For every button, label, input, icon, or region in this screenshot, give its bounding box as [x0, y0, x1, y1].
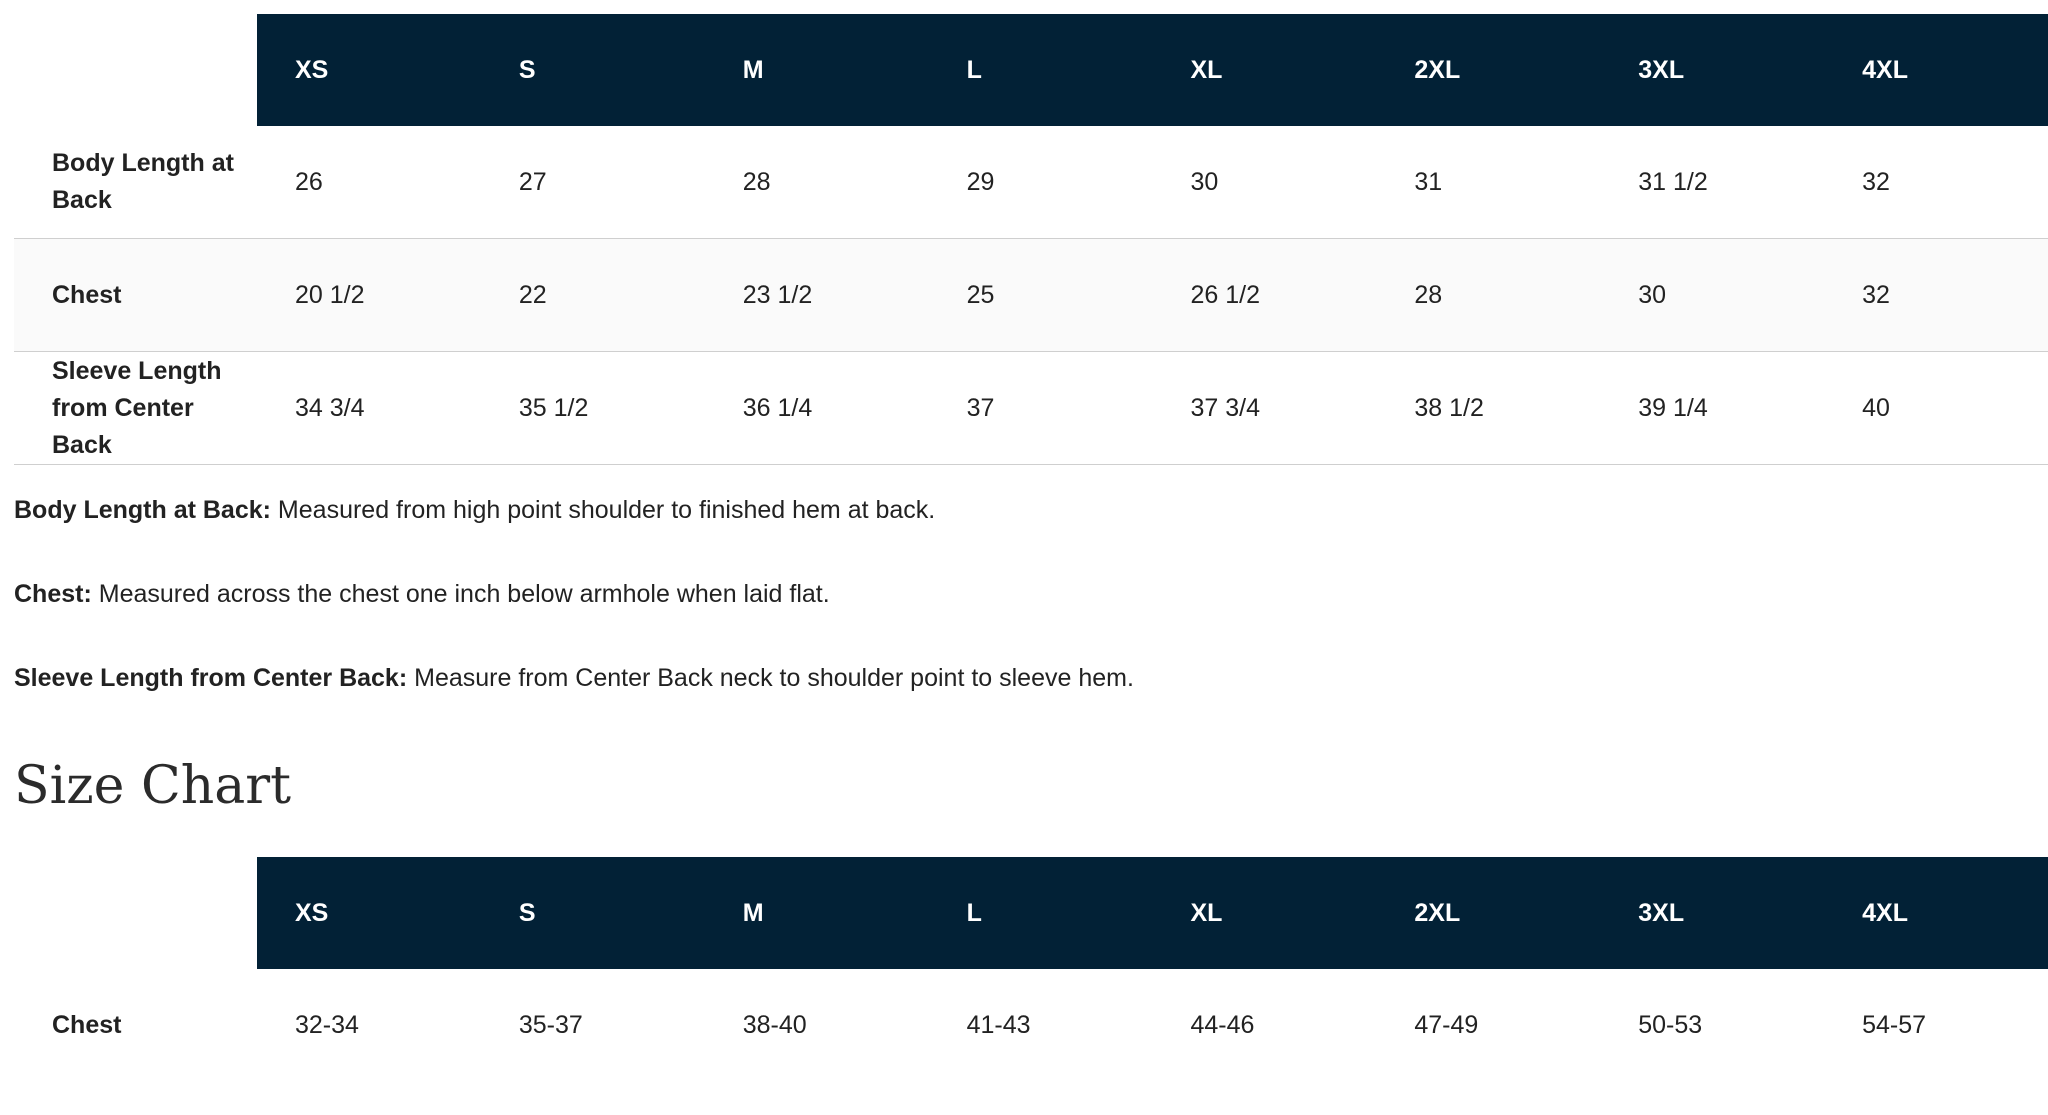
table-cell: 32: [1824, 239, 2048, 352]
table-cell: 37 3/4: [1153, 352, 1377, 465]
size-header: L: [929, 857, 1153, 969]
table-cell: 23 1/2: [705, 239, 929, 352]
table-row: [14, 352, 2048, 465]
table-cell: 32-34: [295, 1010, 359, 1039]
table-cell: 26: [257, 126, 481, 239]
note-body-length: [14, 493, 2048, 527]
size-header: 3XL: [1600, 14, 1824, 126]
size-header: XS: [257, 14, 481, 126]
size-chart-table: [14, 857, 2048, 1081]
note-text: Measured from high point shoulder to finished hem at back.: [270, 496, 936, 524]
table-cell: 37: [929, 352, 1153, 465]
size-header: 3XL: [1600, 857, 1824, 969]
note-chest: [14, 577, 2048, 611]
table-row: [14, 969, 2048, 1081]
table-row: [14, 239, 2048, 352]
table-cell: 40: [1824, 352, 2048, 465]
table-cell: 31 1/2: [1600, 126, 1824, 239]
table-cell: 27: [481, 126, 705, 239]
row-label-chest: Chest: [52, 1010, 122, 1039]
size-header: XL: [1153, 857, 1377, 969]
size-header: 2XL: [1376, 14, 1600, 126]
size-header: M: [705, 14, 929, 126]
row-label-sleeve-length: Sleeve Length from Center Back: [14, 352, 257, 465]
size-chart-header-row: [14, 857, 2048, 969]
note-sleeve-length: [14, 661, 2048, 695]
size-header: S: [481, 857, 705, 969]
note-term: Body Length at Back:: [14, 496, 271, 524]
table-row: [14, 126, 2048, 239]
table-cell: 41-43: [966, 1010, 1031, 1039]
table-cell: 20 1/2: [257, 239, 481, 352]
table-cell: 29: [929, 126, 1153, 239]
header-corner: [14, 14, 257, 126]
size-header: L: [929, 14, 1153, 126]
measurements-header-row: [14, 14, 2048, 126]
size-header: M: [705, 857, 929, 969]
table-cell: 50-53: [1638, 1010, 1703, 1039]
table-cell: 36 1/4: [705, 352, 929, 465]
size-header: XL: [1153, 14, 1377, 126]
table-cell: 31: [1376, 126, 1600, 239]
size-guide-page: [14, 14, 2048, 1081]
measurement-notes: [14, 493, 2048, 695]
measurements-table: [14, 14, 2048, 465]
header-corner: [14, 857, 257, 969]
size-header: 4XL: [1824, 14, 2048, 126]
size-header: XS: [257, 857, 481, 969]
note-term: Chest:: [14, 580, 92, 608]
table-cell: 38-40: [742, 1010, 807, 1039]
table-cell: 26 1/2: [1153, 239, 1377, 352]
row-label-body-length: Body Length at Back: [14, 126, 257, 239]
size-header: S: [481, 14, 705, 126]
table-cell: 35 1/2: [481, 352, 705, 465]
table-cell: 39 1/4: [1600, 352, 1824, 465]
size-chart-title: Size Chart: [14, 756, 291, 816]
note-text: Measured across the chest one inch below armhole when laid flat.: [91, 580, 830, 608]
row-label-chest: Chest: [14, 239, 257, 352]
table-cell: 28: [1376, 239, 1600, 352]
table-cell: 30: [1600, 239, 1824, 352]
table-cell: 34 3/4: [257, 352, 481, 465]
size-header: 2XL: [1376, 857, 1600, 969]
table-cell: 47-49: [1414, 1010, 1479, 1039]
table-cell: 44-46: [1190, 1010, 1255, 1039]
table-cell: 35-37: [518, 1010, 583, 1039]
table-cell: 22: [481, 239, 705, 352]
size-header: 4XL: [1824, 857, 2048, 969]
note-text: Measure from Center Back neck to shoulder point to sleeve hem.: [407, 664, 1134, 692]
table-cell: 30: [1153, 126, 1377, 239]
note-term: Sleeve Length from Center Back:: [14, 664, 408, 692]
table-cell: 28: [705, 126, 929, 239]
table-cell: 38 1/2: [1376, 352, 1600, 465]
table-cell: 54-57: [1862, 1010, 1927, 1039]
table-cell: 32: [1824, 126, 2048, 239]
table-cell: 25: [929, 239, 1153, 352]
